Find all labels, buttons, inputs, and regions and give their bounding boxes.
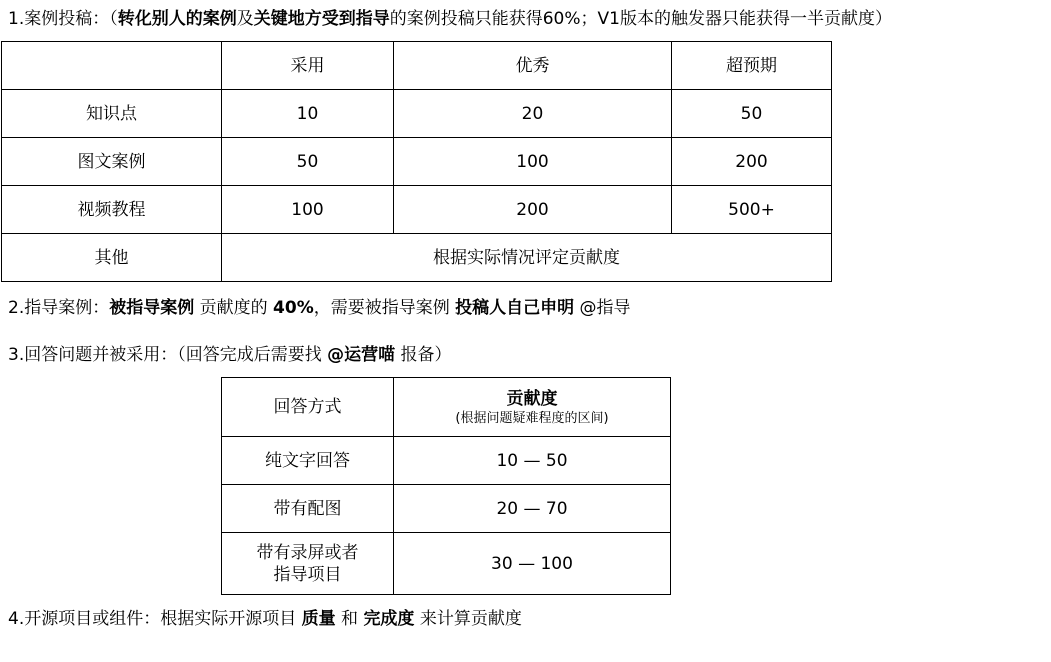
table-cell: 20 — 70	[394, 485, 671, 533]
table-row-label	[222, 533, 394, 595]
table-row-label: 知识点	[2, 90, 222, 138]
table-cell: 10	[222, 90, 394, 138]
section-2-bold-b: 40%	[273, 298, 314, 318]
section-4-heading	[8, 608, 522, 630]
table-cell: 100	[394, 138, 672, 186]
table-row	[222, 485, 671, 533]
table-cell: 200	[394, 186, 672, 234]
table-header-cell: 超预期	[672, 42, 832, 90]
section-3-prefix: 3.回答问题并被采用：（回答完成后需要找	[8, 345, 328, 365]
table-cell: 500+	[672, 186, 832, 234]
table-cell: 10 — 50	[394, 437, 671, 485]
table-header-row	[222, 378, 671, 437]
section-4-bold-b: 完成度	[363, 609, 415, 629]
section-1-bold-b: 关键地方受到指导	[253, 9, 390, 29]
table-cell: 20	[394, 90, 672, 138]
table-header-cell	[394, 378, 671, 437]
contribution-header-note: (根据问题疑难程度的区间)	[455, 410, 609, 426]
table-header-row	[2, 42, 832, 90]
section-2-bold-c: 投稿人自己申明	[455, 298, 575, 318]
case-contribution-table	[1, 41, 832, 282]
section-3-suffix: 报备）	[395, 345, 452, 365]
section-1-prefix: 1.案例投稿：（	[8, 9, 118, 29]
section-4-mid: 和	[335, 609, 364, 629]
section-4-bold-a: 质量	[301, 609, 336, 629]
section-2-suffix: @指导	[574, 298, 631, 318]
table-row	[2, 90, 832, 138]
table-cell: 50	[222, 138, 394, 186]
section-2-bold-a: 被指导案例	[109, 298, 195, 318]
table-header-cell: 采用	[222, 42, 394, 90]
section-2-mid-b: ，需要被指导案例	[313, 298, 456, 318]
table-header-cell: 回答方式	[222, 378, 394, 437]
section-1-bold-a: 转化别人的案例	[117, 9, 237, 29]
section-1-suffix: 的案例投稿只能获得60%；V1版本的触发器只能获得一半贡献度）	[389, 9, 892, 29]
table-row-label: 纯文字回答	[222, 437, 394, 485]
section-2-mid-a: 贡献度的	[194, 298, 274, 318]
section-2-heading	[8, 297, 631, 319]
table-header-cell: 优秀	[394, 42, 672, 90]
table-row-label-line-1: 带有录屏或者	[256, 542, 359, 563]
table-cell: 30 — 100	[394, 533, 671, 595]
section-4-prefix: 4.开源项目或组件：根据实际开源项目	[8, 609, 302, 629]
table-row-label: 其他	[2, 234, 222, 282]
table-row	[222, 437, 671, 485]
table-row-label: 带有配图	[222, 485, 394, 533]
table-cell: 200	[672, 138, 832, 186]
section-3-bold-a: @运营喵	[327, 345, 396, 365]
table-row-label-line-2: 指导项目	[273, 564, 342, 585]
table-cell: 100	[222, 186, 394, 234]
table-merged-cell: 根据实际情况评定贡献度	[222, 234, 832, 282]
table-cell: 50	[672, 90, 832, 138]
section-4-suffix: 来计算贡献度	[414, 609, 522, 629]
section-2-prefix: 2.指导案例：	[8, 298, 110, 318]
section-1-mid: 及	[236, 9, 254, 29]
table-row-other	[2, 234, 832, 282]
section-1-heading	[8, 8, 892, 30]
table-row-label: 视频教程	[2, 186, 222, 234]
table-row	[2, 186, 832, 234]
contribution-header: 贡献度	[506, 388, 558, 409]
table-header-cell	[2, 42, 222, 90]
table-row	[2, 138, 832, 186]
section-3-heading	[8, 344, 452, 366]
answer-contribution-table	[221, 377, 671, 595]
table-row-label: 图文案例	[2, 138, 222, 186]
table-row	[222, 533, 671, 595]
